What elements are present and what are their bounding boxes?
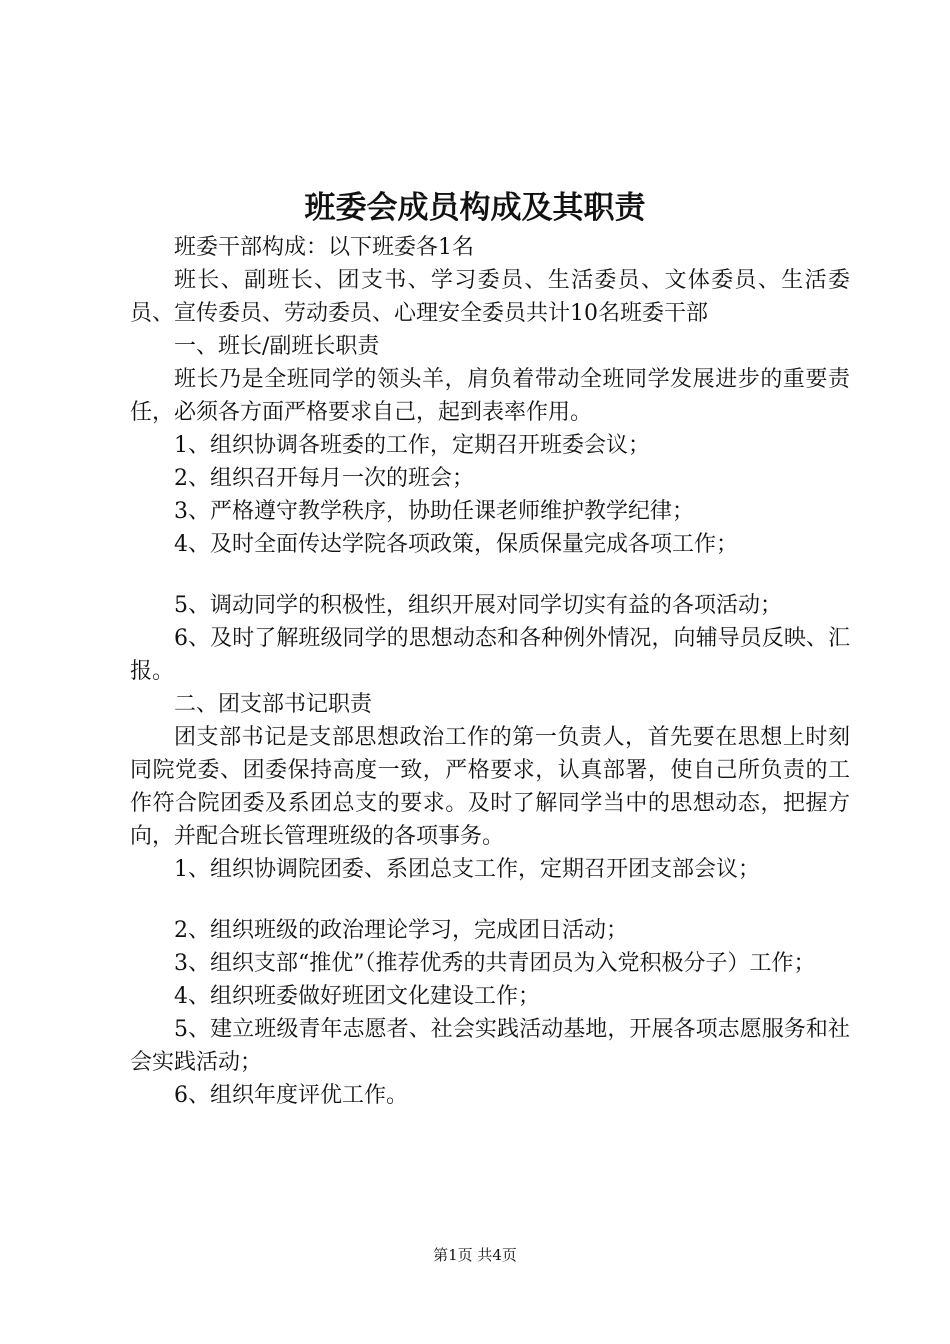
paragraph-1: 班委干部构成：以下班委各1名 [174, 235, 474, 260]
paragraph-17: 5、建立班级青年志愿者、社会实践活动基地，开展各项志愿服务和社会实践活动； [130, 1017, 850, 1075]
paragraph-6: 2、组织召开每月一次的班会； [174, 466, 474, 491]
paragraph-10: 6、及时了解班级同学的思想动态和各种例外情况，向辅导员反映、汇报。 [130, 626, 850, 684]
paragraph-3: 一、班长/副班长职责 [174, 334, 380, 359]
paragraph-15: 3、组织支部“推优”（推荐优秀的共青团员为入党积极分子）工作； [174, 951, 816, 976]
page-footer: 第1页 共4页 [433, 1246, 517, 1264]
document-title: 班委会成员构成及其职责 [304, 190, 646, 226]
paragraph-14: 2、组织班级的政治理论学习，完成团日活动； [174, 918, 628, 943]
paragraph-18: 6、组织年度评优工作。 [174, 1083, 408, 1108]
paragraph-4: 班长乃是全班同学的领头羊，肩负着带动全班同学发展进步的重要责任，必须各方面严格要求自己，起到表率作用。 [130, 367, 850, 425]
document-body [130, 231, 850, 1112]
paragraph-8: 4、及时全面传达学院各项政策，保质保量完成各项工作； [174, 532, 738, 557]
paragraph-13: 1、组织协调院团委、系团总支工作，定期召开团支部会议； [174, 857, 760, 882]
paragraph-16: 4、组织班委做好班团文化建设工作； [174, 984, 540, 1009]
paragraph-9: 5、调动同学的积极性，组织开展对同学切实有益的各项活动； [174, 593, 782, 618]
paragraph-12: 团支部书记是支部思想政治工作的第一负责人，首先要在思想上时刻同院党委、团委保持高度一致，严格要求，认真部署，使自己所负责的工作符合院团委及系团总支的要求。及时了解同学当中的思想动态，把握方向，并配合班长管理班级的各项事务。 [130, 725, 850, 849]
paragraph-7: 3、严格遵守教学秩序，协助任课老师维护教学纪律； [174, 499, 694, 524]
paragraph-5: 1、组织协调各班委的工作，定期召开班委会议； [174, 433, 650, 458]
paragraph-2: 班长、副班长、团支书、学习委员、生活委员、文体委员、生活委员、宣传委员、劳动委员、心理安全委员共计10名班委干部 [130, 268, 850, 326]
paragraph-11: 二、团支部书记职责 [174, 692, 373, 717]
